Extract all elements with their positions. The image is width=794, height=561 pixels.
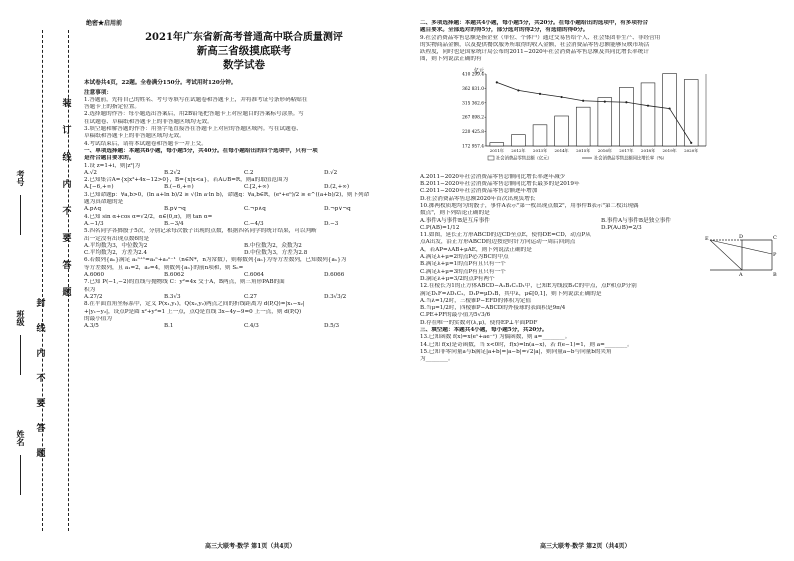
section2-heading-cont: 题目要求。全部选对的得5分，部分选对的得2分，有选错的得0分。 <box>420 27 589 34</box>
question-9 <box>420 35 782 64</box>
question-stem: 6.若数列{aₙ}满足 a₂ⁿ⁺¹=a₂ⁿ+a₂ⁿ⁻¹（n∈N*，n为常数），则称数列{aₙ}为等方差数列，已知数列{aₙ}为 <box>84 257 347 264</box>
binding-margin <box>0 0 80 561</box>
section2-heading: 二、多项选择题：本题共4小题，每小题5分，共20分。在每小题给出的选项中，有多项符合 <box>420 20 649 26</box>
fill-question: 13.已知函数 f(x)=x(eˣ+ae⁻ˣ) 为偶函数，则 a=________。 <box>420 334 571 341</box>
x-tick-label: 2013年 <box>532 147 548 153</box>
label-c: C <box>773 235 777 242</box>
option: C.平均数为2，方差为2.4 <box>84 250 148 257</box>
legend-bar-swatch <box>488 156 494 160</box>
bar <box>619 87 633 146</box>
binding-char: 线 <box>62 153 72 163</box>
question-stem-cont: 题为真命题的是 <box>84 199 124 206</box>
option-row <box>84 323 404 330</box>
option-row <box>84 170 404 177</box>
option-line: B.2011−2020年社会消费品零售总额同比增长最多的是2019年 <box>420 181 580 188</box>
binding-char: 题 <box>36 449 46 459</box>
note-line: 2.选择题的作答：每小题选出答案后，用2B铅笔把答题卡上对应题目的答案标号涂黑。写 <box>84 111 304 118</box>
exam-title: 2021年广东省新高考普通高中联合质量测评 <box>145 32 343 44</box>
option-line: D.存在唯一的实数对(λ,μ)，使得EP⊥平面PDF <box>420 319 538 326</box>
y-tick-label: 267 898.2 <box>462 115 484 121</box>
growth-rate-point <box>604 100 606 102</box>
option-row <box>84 272 404 279</box>
option-line: A.2011−2020年社会消费品零售总额同比增长率逐年减少 <box>420 173 566 180</box>
notes-list <box>84 97 404 148</box>
growth-rate-point <box>496 81 498 83</box>
x-tick-label: 2012年 <box>511 147 526 153</box>
note-line: 4.考试结束后，请将本试题卷和答题卡一并上交。 <box>84 140 207 147</box>
y-tick-label: 220 425.8 <box>462 129 484 135</box>
x-tick-label: 2019年 <box>662 147 677 153</box>
note-line: 在试题卷、草稿纸和答题卡上的非答题区域均无效。 <box>84 118 213 125</box>
option: D.6066 <box>324 272 345 279</box>
binding-text-col1 <box>60 100 74 316</box>
note-line: 3.填空题和解答题的作答：用签字笔直接答在答题卡上对应的答题区域内。写在试题卷、 <box>84 126 302 133</box>
fill-question: 14.已知 f(x)是奇函数，当 x<0时，f(x)=ln(a−x)，若 f(e−1)=1，则 a=________。 <box>420 341 633 348</box>
growth-rate-point <box>690 142 692 144</box>
growth-rate-line <box>497 82 691 142</box>
binding-char: 题 <box>62 288 72 298</box>
y-tick-label: 362 831.0 <box>462 86 484 92</box>
label-a: A <box>739 272 743 277</box>
field-name-line <box>20 455 21 495</box>
binding-text-col2 <box>34 300 48 475</box>
binding-char: 封 <box>36 299 46 309</box>
option-line: D.社会消费品零售总额2020年首次出现负增长 <box>420 195 536 202</box>
option: C.27 <box>244 293 257 300</box>
note-line: 1.答题前，先将自己的姓名、考号等填写在试题卷和答题卡上，并将准考证号条形码粘贴在 <box>84 96 308 103</box>
y-tick-label: 410 299.4 <box>462 72 484 78</box>
option: A.3/5 <box>84 323 99 330</box>
note-line: 答题卡上的指定位置。 <box>84 104 140 111</box>
fill-question: 为________。 <box>420 356 454 363</box>
option: D.√2 <box>324 169 338 176</box>
growth-rate-point <box>625 101 627 103</box>
label-d: D <box>739 234 744 241</box>
option: B.2√2 <box>164 169 181 176</box>
chart-svg <box>440 66 720 172</box>
option: D.P(A∪B)=2/3 <box>601 224 642 231</box>
secret-label: 绝密★启用前 <box>86 20 123 27</box>
question-line: 图，则下列说法正确的有 <box>420 56 482 63</box>
binding-char: 线 <box>36 324 46 334</box>
option-line: C.满足λ+μ=3的点P有且只有一个 <box>420 268 506 275</box>
option: A.27/2 <box>84 293 103 300</box>
option-row <box>420 225 782 232</box>
binding-char: 答 <box>36 424 46 434</box>
page-1 <box>84 20 404 330</box>
field-class: 班级 <box>16 310 26 326</box>
exam-subtitle: 新高三省级摸底联考 <box>196 45 292 58</box>
question-11 <box>420 232 690 254</box>
label-p: P <box>773 252 777 259</box>
growth-rate-point <box>582 99 584 101</box>
option: C.P(AB)=1/12 <box>420 224 460 231</box>
bar <box>511 134 525 145</box>
option-row <box>84 206 404 213</box>
binding-char: 内 <box>36 349 46 359</box>
bar <box>641 83 655 146</box>
option: D.中位数为3，方差为2.8 <box>244 250 308 257</box>
option-line: D.满足λ+μ=3/2的点P有两个 <box>420 275 495 282</box>
y-tick-label: 172 957.4 <box>462 144 484 150</box>
section1-heading-cont: 是符合题目要求的。 <box>84 155 135 162</box>
question-line: 12.在棱长为1的正方体ABCD−A₁B₁C₁D₁中，已知E为线段B₁C的中点，点F和点P分别 <box>420 283 637 290</box>
field-class-line <box>20 335 21 375</box>
field-exam-number: 考号 <box>16 170 26 186</box>
question-10 <box>420 203 782 218</box>
question-line: 10.掷两枚质地均匀的骰子，事件A表示"第一枚出现点数2"，用事件B表示"第二枚出现偶 <box>420 202 639 209</box>
legend-line-label: 社会消费品零售总额同比增长率（%） <box>594 156 667 162</box>
option: A.p∧q <box>84 206 102 213</box>
label-e: E <box>705 236 709 243</box>
binding-char: 订 <box>62 126 72 136</box>
option: B.3√3 <box>164 293 181 300</box>
bar <box>663 73 677 145</box>
question-stem-cont: +|y₁−y₂|，设点P是圆 x²+y²=1 上一点，点Q是直线 3x−4y−9=0 上一点，则 d(P,Q) <box>84 308 302 315</box>
question-10-options <box>420 218 782 233</box>
question-line: A，若AP=λAB+μAE，则下列说法正确的是 <box>420 246 532 253</box>
question-line: 11.如图，延长正方形ABCD的边CD至点E，使得DE=CD，动点P从 <box>420 232 591 239</box>
option: B.事件A与事件B是独立事件 <box>601 217 671 224</box>
option-line: B.满足λ+μ=1的点P有且只有一个 <box>420 261 506 268</box>
question-stem-cont: 出一定没有出现点数6的是 <box>84 235 150 242</box>
binding-char: 不 <box>36 374 46 384</box>
option: A.[−6,+∞) <box>84 184 114 191</box>
field-name: 姓名 <box>16 430 26 446</box>
option-row <box>84 184 404 191</box>
option: B.6062 <box>164 272 185 279</box>
question-stem-cont: 等方差数列，且 a₁=2，a₂=4，则数列{aₙ}的前n项和，则 Sₙ= <box>84 264 244 271</box>
x-tick-label: 2014年 <box>554 147 569 153</box>
bar <box>490 142 504 145</box>
section3-heading: 三、填空题：本题共4小题，每小题5分，共20分。 <box>420 327 548 334</box>
growth-rate-point <box>669 107 671 109</box>
option: D.(2,+∞) <box>324 184 350 191</box>
option: A.√2 <box>84 169 97 176</box>
option-line: B.当μ=1/2时，四棱锥P−ABCD的外接球的表面积是9π/4 <box>420 305 566 312</box>
growth-rate-point <box>561 96 563 98</box>
x-tick-label: 2018年 <box>640 147 656 153</box>
retail-sales-chart <box>440 66 720 172</box>
y-tick-label: 315 362.6 <box>462 101 484 107</box>
bar <box>576 107 590 146</box>
option-row <box>420 218 782 225</box>
growth-rate-point <box>517 89 519 91</box>
section1-heading: 一、单项选择题：本题共8小题，每小题5分，共40分。在每小题给出的四个选项中，只有一项 <box>84 147 318 154</box>
binding-char: 装 <box>62 99 72 109</box>
option: D.¬p∨¬q <box>324 206 351 213</box>
binding-char: 要 <box>36 399 46 409</box>
question-9-options <box>420 174 782 203</box>
option: A.6060 <box>84 272 105 279</box>
page-1-footer: 高三大联考·数学 第1页（共4页） <box>205 543 296 550</box>
option: B.(−6,+∞) <box>164 184 194 191</box>
option-line: A.满足λ+μ=2的点P必为BC的中点 <box>420 254 509 261</box>
x-tick-label: 2017年 <box>619 147 634 153</box>
question-stem: 2.已知集合A={x|x²+4x−12>0}，B={x|x<a}，若A∪B=R，则a的取值范围为 <box>84 177 289 184</box>
option-row <box>84 294 404 301</box>
single-choice-questions <box>84 163 404 331</box>
bar <box>555 116 569 146</box>
question-11-block <box>420 232 782 283</box>
x-tick-label: 2016年 <box>597 147 612 153</box>
fill-question: 15.已知非零向量a与b满足|a+b|=|a−b|=√2|a|，则向量a−b与向量b的夹角 <box>420 348 612 355</box>
bar <box>598 97 612 145</box>
question-line: 点A出发，沿正方形ABCD的边按逆时针方向运动一周后回到点 <box>420 239 576 246</box>
option: D.5/3 <box>324 323 340 330</box>
option: B.p∨¬q <box>164 206 186 213</box>
y-axis-label: 亿元 <box>473 67 484 74</box>
question-12 <box>420 283 782 298</box>
growth-rate-point <box>647 104 649 106</box>
notes-title: 注意事项： <box>84 89 112 96</box>
option-row <box>84 221 404 228</box>
question-stem: 7.已知 P(−1,−2)的直线与抛物线 C：y²=4x 交于A，B两点，则三角形PAB的面 <box>84 279 285 286</box>
option: C.2 <box>244 169 254 176</box>
option-line: A.当λ=1/2时，三棱锥P−EFD的体积为定值 <box>420 297 532 304</box>
question-stem-cont: 的最小值为 <box>84 315 112 322</box>
option: C.[2,+∞) <box>244 184 269 191</box>
option: C.¬p∧q <box>244 206 266 213</box>
option: A.事件A与事件B是互斥事件 <box>420 217 490 224</box>
option-row <box>84 250 404 257</box>
question-line: 数点"，则下列结论正确的是 <box>420 210 490 217</box>
binding-char: 内 <box>62 180 72 190</box>
question-stem: 3.已知命题p：∀a,b>0，(ln a+ln b)/2 ≥ √(ln a·ln b)，命题q：∀a,b∈R，(eᵃ+eᵇ)/2 ≥ e^((a+b)/2)，则下列命 <box>84 191 370 198</box>
option: C.−4/3 <box>244 220 264 227</box>
label-b: B <box>773 272 777 277</box>
question-line: 满足D₁F=λD₁C₁，D₁P=μD₁B，其中λ，μ∈[0,1]，则下列说法正确的是 <box>420 290 602 297</box>
question-stem: 4.已知 sin α+cos α=√2/2，α∈(0,π)，则 tan α= <box>84 213 213 220</box>
option: B.中位数为2，众数为2 <box>244 242 302 249</box>
growth-rate-point <box>539 93 541 95</box>
question-stem: 1.设 z=1+i，则|z²|为 <box>84 162 141 169</box>
binding-char: 答 <box>62 261 72 271</box>
subject-title: 数学试卷 <box>223 59 265 72</box>
question-stem: 5.四名同学各掷骰子5次，分别记录每次骰子出现的点数，根据四名同学的统计结果，可以判断 <box>84 228 317 235</box>
option-line: C.PE+PF的最小值为5√3/6 <box>420 312 491 319</box>
page-2 <box>420 20 782 364</box>
binding-char: 不 <box>62 207 72 217</box>
question-12-options <box>420 298 782 327</box>
question-line: 跃程度，同时也是国家统计局公布的2011−2020年社会消费品零售总额及其同比增长率统计 <box>420 49 649 56</box>
field-exam-number-line <box>20 195 21 235</box>
note-line: 草稿纸和答题卡上的非答题区域均无效。 <box>84 133 185 140</box>
question-line: 的实物商品金额，以及提供餐饮服务所取得的收入金额，社会消费品零售总额能够反映市场活 <box>420 41 650 48</box>
option: D.−3 <box>324 220 339 227</box>
option: A.−1/3 <box>84 220 104 227</box>
option-line: C.2011−2020年社会消费品零售总额逐年增加 <box>420 188 538 195</box>
x-tick-label: 2020年 <box>684 147 699 153</box>
option: C.4/3 <box>244 323 259 330</box>
x-tick-label: 2015年 <box>576 147 591 153</box>
option: C.6064 <box>244 272 265 279</box>
option: A.平均数为3，中位数为2 <box>84 242 148 249</box>
fill-blank-questions <box>420 334 782 363</box>
option: B.−3/4 <box>164 220 184 227</box>
question-stem: 8.在平面直角坐标系中，定义 P(x₁,y₁)，Q(x₂,y₂)两点之间的折线距离为 d(P,Q)=|x₁−x₂| <box>84 301 305 308</box>
question-stem-cont: 积为 <box>84 286 96 293</box>
question-line: 9.社会消费品零售总额是指企业（单位、个体户）通过交易售给个人、社会集团非生产、非经营用 <box>420 34 661 41</box>
binding-char: 要 <box>62 234 72 244</box>
option: B.1 <box>164 323 174 330</box>
option: D.3√3/2 <box>324 293 347 300</box>
page-2-footer: 高三大联考·数学 第2页（共4页） <box>540 543 631 550</box>
legend-bar-label: 社会消费品零售总额（亿元） <box>496 156 552 162</box>
bar <box>684 79 698 145</box>
exam-info: 本试卷共4页，22题。全卷满分150分。考试用时120分钟。 <box>84 80 237 87</box>
x-tick-label: 2011年 <box>489 147 504 153</box>
square-diagram <box>702 232 780 276</box>
bar <box>533 125 547 146</box>
